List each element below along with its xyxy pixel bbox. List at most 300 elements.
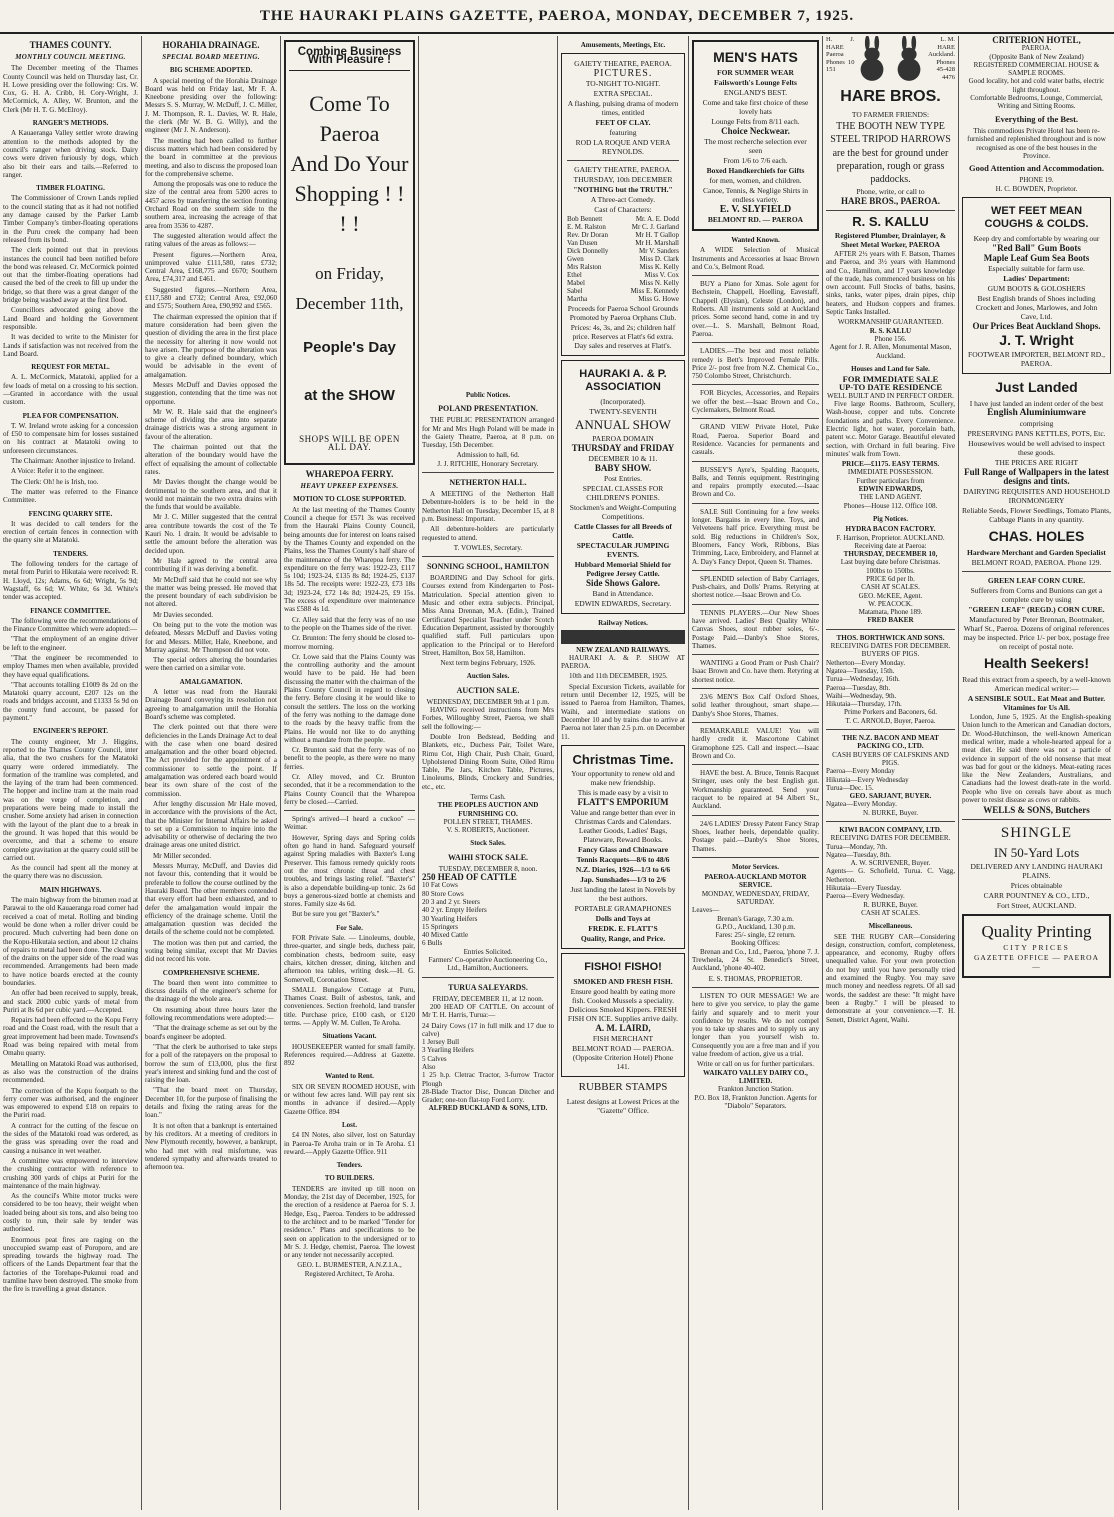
article-subhead: COMPREHENSIVE SCHEME.: [162, 968, 260, 977]
cast-actor: Miss G. Howe: [638, 295, 679, 304]
ad-line: (Opposite Bank of New Zealand): [989, 52, 1084, 61]
ad-line: Fancy Glass and Chinaware: [577, 844, 669, 854]
ad-line: PAEROA.: [1021, 44, 1052, 53]
ad-line: GAIETY THEATRE, PAEROA.: [574, 165, 672, 175]
ad-title: J. T. Wright: [999, 332, 1074, 349]
column-horahia-drainage: [145, 36, 277, 1510]
article-paragraph: An offer had been received to supply, break, and stack 2000 cubic yards of metal from Puriri at 8s 6d per cubic yard.—Accepted.: [3, 989, 138, 1014]
article-paragraph: Councillors advocated going above the Land Board and holding the Government responsible.: [3, 306, 138, 331]
divider: [692, 654, 819, 655]
cast-actor: Miss E. Kennedy: [630, 287, 679, 296]
ad-line: Keep dry and comfortable by wearing our: [973, 234, 1100, 244]
classified: REMARKABLE VALUE! You will hardly credit it. Mascortone Cabinet Gramophone £25. Call and inspect.—Isaac Brown and Co.: [692, 726, 819, 760]
fish-advert: [561, 953, 685, 1077]
list-item: 5 Calves: [422, 1054, 447, 1063]
masthead: [0, 0, 1114, 34]
notice-title: WAIHI STOCK SALE.: [447, 852, 529, 862]
ad-line: Canoe, Tennis, & Neglige Shirts in endless variety.: [703, 186, 808, 204]
ad-line: PORTABLE GRAMAPHONES: [574, 903, 672, 913]
article-paragraph: The county engineer, Mr J. Higgins, reported to the Thames County Council, inter alia, that the two crushers for the Matatoki quarry were ordered immediately. The formation of the tramline was completed, and the laying of the tram had been commenced. The hopper and incline tram at the main road was on the verge of completion, and preparations were being made to install the crusher. Some anxiety had arisen in connection with the layout of the plant due to a break in the ground. It was hoped that this would be overcome, and that a scheme to ensure complete gravitation at the quarry could still be carried out.: [3, 737, 138, 862]
tender-sub: TO BUILDERS.: [324, 1174, 375, 1183]
cast-role: Mabel: [567, 279, 585, 288]
divider: [692, 722, 819, 723]
article-paragraph: The Commissioner of Crown Lands replied to the council stating that as it had not notified any damage caused by the Parker Lamb Timber Company's timber-floating operations in the Puru creek the company had been released from its bond.: [3, 194, 138, 244]
cast-row: [567, 263, 679, 271]
ad-line: Dolls and Toys at: [595, 913, 651, 923]
list-item: 28-Blade Tractor Disc, Duncan Ditcher and Grader; one-ton flat-top Ford Lorry.: [422, 1087, 554, 1105]
divider: [284, 810, 415, 811]
list-item: 6 Bulls: [422, 939, 443, 948]
notice-text: 200 HEAD OF CATTLE. On account of Mr T. H. Harris, Turua:—: [422, 1002, 554, 1020]
column-criterion-hotel: [962, 36, 1111, 1510]
christmas-advert: [561, 745, 685, 949]
list-item: Turua—Wednesday, 16th.: [826, 675, 900, 684]
cast-row: [567, 295, 679, 303]
ad-line: Read this extract from a speech, by a well-known American medical writer:—: [962, 675, 1111, 694]
ad-line: P.O. Box 18, Frankton Junction. Agents for "Diabolo" Separators.: [694, 1093, 817, 1110]
boots-advert: [962, 197, 1111, 374]
article-paragraph: On being put to the vote the motion was defeated, Messrs McDuff and Davies voting for and Messrs. Miller, Hale, Kneebone, and Murray against. Mr Thompson did not vote.: [145, 621, 277, 654]
ad-line: Fort Street, AUCKLAND.: [996, 901, 1077, 911]
ad-line: Boxed Handkerchiefs for Gifts: [706, 166, 805, 175]
column-thames-county: [3, 36, 138, 1510]
article-paragraph: As the council's White motor trucks were considered to be too heavy, their weight when loaded being about six tons, and also being too costly to run, their sale by tender was authorised.: [3, 1192, 138, 1234]
article-paragraph: The clerk pointed out that there were deficiencies in the Lands Drainage Act to deal with the case when one board desired amalgamation and the other board objected. The Act provided for the appointment of a commissioner to settle the point. If amalgamation was ordered each board would bear its own share of the cost of the commission.: [145, 723, 277, 798]
ad-line: BABY SHOW.: [594, 463, 652, 474]
article-paragraph: Cr. Alley said that the ferry was of no use to the people on the Thames side of the river.: [284, 615, 415, 632]
ad-line: ENGLAND'S BEST.: [723, 88, 788, 97]
peoples-day: People's Day: [303, 338, 396, 356]
list-item: 30 Yearling Heifers: [422, 914, 478, 923]
list-item: Paeroa—Every Wednesday.: [826, 892, 905, 901]
cast-row: [567, 231, 679, 239]
list-item: 40 2 yr. Empty Heifers: [422, 906, 487, 915]
cast-role: Van Dusen: [567, 239, 598, 248]
classified: TENNIS PLAYERS.—Our New Shoes have arrived. Ladies' Best Quality White Canvas Shoes, stout rubber soles, 6/-. Postage Paid.—Danby's Shoe Stores, Thames.: [692, 608, 819, 650]
cast-row: [567, 287, 679, 295]
stock-list: [422, 1022, 554, 1105]
article-subtitle: SPECIAL BOARD MEETING.: [162, 53, 260, 61]
list-item: 15 Springers: [422, 922, 459, 931]
column-rule: [141, 36, 142, 1510]
section-head: Railway Notices.: [598, 619, 648, 628]
ad-line: T. C. ARNOLD, Buyer, Paeroa.: [845, 716, 936, 725]
ad-line: FREDK. E. FLATT'S: [588, 923, 658, 933]
section-head: Stock Sales.: [470, 839, 506, 848]
article-body: [3, 64, 138, 1293]
article-paragraph: Among the proposals was one to reduce the size of the central area from 5200 acres to 4457 acres by transferring the section fronting Orchard Road on the southern side to the southern area, increasing the acreage of that area from 3536 to 4287.: [145, 180, 277, 230]
notice-title: TURUA SALEYARDS.: [448, 982, 528, 992]
ad-line: TWENTY-SEVENTH: [589, 407, 657, 417]
ad-line: KIWI BACON COMPANY, LTD.: [839, 826, 942, 834]
section-head: Amusements, Meetings, Etc.: [580, 41, 666, 49]
ad-line: A flashing, pulsing drama of modern times, entitled: [567, 99, 679, 118]
classified: SMALL Bungalow Cottage at Puru, Thames Coast. Built of asbestos, tank, and conveniences. Section freehold, land transfer title. Purchase price, £100 cash, or £120 terms. — Apply W. M. Cullen, Te Aroha.: [284, 985, 415, 1027]
divider: [692, 503, 819, 504]
ad-line: THURSDAY, DECEMBER 10,: [843, 550, 938, 559]
cast-row: [567, 223, 679, 231]
list-item: 80 Store Cows: [422, 889, 464, 898]
cast-row: [567, 239, 679, 247]
ad-line: HYDRA BACON FACTORY.: [845, 525, 936, 534]
ad-line: FOR SUMMER WEAR: [717, 68, 794, 77]
article-paragraph: Mr Miller seconded.: [153, 851, 212, 860]
shops-open: SHOPS WILL BE OPEN ALL DAY.: [299, 433, 400, 452]
ad-line: W. PEACOCK.: [868, 599, 913, 608]
ad-title: HARE BROS.: [840, 88, 941, 105]
divider: [692, 384, 819, 385]
ad-line: BELMONT ROAD, PAEROA. Phone 129.: [971, 558, 1102, 568]
ad-line: Phones—House 112. Office 108.: [843, 501, 938, 510]
ad-line: Comfortable Bedrooms, Lounge, Commercial, Writing and Sitting Rooms.: [970, 94, 1103, 111]
notice-text: THE PUBLIC PRESENTATION arranged for Mr and Mrs Hugh Poland will be made in the Gaiety Theatre, Paeroa, at 8 p.m. on Tuesday, 15th December.: [422, 416, 554, 450]
hare-address: L. M. HARE Auckland. Phones 45-428 4476: [928, 36, 955, 81]
ad-text: London, June 5, 1925. At the English-speaking Union lunch to the American and Canadian doctors, Dr. Wood-Hutchinson, the well-known American medical writer, made a whole-hearted appeal for a meat diet. He said there was not a particle of evidence in support of the old nonsense that meat was bad for gout or the kidneys. Meat-eating races like the New Zealanders, Australians, and Canadians had the lowest death-rate in the world. People who live on cereals have about as much power to resist disease as cows or rabbits.: [962, 713, 1111, 805]
ad-line: comprising: [1019, 419, 1054, 429]
date-list: [826, 843, 955, 860]
article-paragraph: The correction of the Kopu footpath to the ferry corner was authorised, and the engineer was empowered to expend £18 on repairs to the Puriri road.: [3, 1086, 138, 1120]
ad-line: Further particulars from: [856, 476, 925, 485]
classified: FOR Bicycles, Accessories, and Repairs we offer the best.—Isaac Brown and Co., Cyclemakers, Belmont Road.: [692, 389, 819, 415]
column-rule: [958, 36, 959, 1510]
article-paragraph: The following tenders for the cartage of metal from Puriri to Hikutaia were received: R. H. Lloyd, 12s; Adams, 6s 6d; Wright, 5s 9d; Wagstaff, 6s 6d; W. White, 6s 3d. White's tender was accepted.: [3, 560, 138, 602]
date-list: [826, 884, 955, 901]
classified: 24/6 LADIES' Dressy Patent Fancy Strap Shoes, leather heels, dependable quality. Postage paid.—Danby's Shoe Stores, Thames.: [692, 819, 819, 853]
article-paragraph: Mr Davies thought the change would be detrimental to the southern area, and that it would not maintain the two extra drains with the funds that would be available.: [145, 478, 277, 512]
classified: HAVE the best. A. Bruce, Tennis Racquet Stringer, uses only the best English gut. Workmanship guaranteed. Send your racquet to be repaired at 94 Albert St., Auckland.: [692, 769, 819, 811]
ad-line: Agents— G. Schofield, Turua. C. Vagg, Netherton.: [826, 867, 955, 884]
column-rule: [688, 36, 689, 1510]
list-item: 1 25 h.p. Cletrac Tractor, 3-furrow Tractor Plough: [422, 1071, 554, 1088]
section-head: Houses and Land for Sale.: [851, 364, 930, 373]
come-line: And Do Your: [290, 150, 409, 176]
column-rule: [557, 36, 558, 1510]
ad-line: are the best for ground under preparation, rough or grass paddocks.: [832, 148, 949, 185]
article-body: [284, 506, 415, 806]
article-paragraph: The special orders altering the boundaries were then carried on a similar vote.: [145, 656, 277, 673]
list-item: 24 Dairy Cows (17 in full milk and 17 due to calve): [422, 1021, 554, 1038]
ad-line: Prime Porkers and Baconers, 6d.: [844, 708, 937, 717]
divider: [826, 210, 955, 211]
ad-line: "NOTHING but the TRUTH.": [573, 185, 673, 195]
article-paragraph: Metalling on Matatoki Road was authorised, as also was the construction of the drains recommended.: [3, 1059, 138, 1085]
ad-line: Band in Attendance.: [592, 589, 654, 599]
cast-row: [567, 271, 679, 279]
ad-line: CARR POUNTNEY & CO., LTD.,: [983, 891, 1090, 901]
spring-text: However, Spring days and Spring colds often go hand in hand. Safeguard yourself against Spring maladies with Baxter's Lung Preserver. This famous remedy quickly roots out the most chronic throat and chest troubles, and brings lasting relief. "Baxter's" is also a dependable building-up tonic. 2s 6d buys a generous-sized bottle at chemists and stores. Family size 4s 6d.: [284, 833, 415, 909]
divider: [567, 160, 679, 161]
ad-line: Good Attention and Accommodation.: [968, 163, 1105, 174]
article-paragraph: At the last meeting of the Thames County Council a cheque for £571 3s was received from the Hauraki Plains County Council, being amounts due for interest on loans raised by the Thames County and expended on the Plains, less the Thames County's half share of the maintenance of the Wharepoa ferry. The expenditure on the ferry was: 1922-23, £117 5s 10d; 1923-24, £135 8s 8d; 1924-25, £137 18s 5d. The receipts were: 1922-23, £73 18s 3d; 1923-24, £72 14s 8d; 1924-25, £9 15s. The excess of expenditure over maintenance was £588 4s 1d.: [284, 505, 415, 614]
combine-heading: Combine Business With Pleasure !: [289, 48, 410, 71]
article-paragraph: "That the drainage scheme as set out by the board's engineer be adopted.: [145, 1024, 277, 1041]
ad-line: "GREEN LEAF" (REGD.) CORN CURE.: [968, 605, 1105, 615]
classified: GRAND VIEW Private Hotel, Puke Road, Paeroa. Superior Board and Residence. Vacancies for permanents and casuals.: [692, 423, 819, 457]
section-head: Wanted to Rent.: [325, 1072, 374, 1081]
ad-line: Everything of the Best.: [994, 113, 1079, 124]
cast-actor: Mr H. T Gallop: [635, 231, 679, 240]
ad-line: Manufactured by Peter Brennan, Bootmaker, Wharf St., Paeroa. Dozens of original references may be inspected. Price 1/- per box, postage free on receipt of postal note.: [963, 615, 1110, 652]
section-head: Tenders.: [336, 1161, 363, 1170]
divider: [422, 556, 554, 557]
divider: [692, 815, 819, 816]
notice-line: Admission to hall, 6d.: [456, 451, 520, 460]
cast-actor: Miss D. Clark: [639, 255, 679, 264]
notice-text: All debenture-holders are particularly requested to attend.: [422, 525, 554, 542]
ad-title: RUBBER STAMPS: [578, 1080, 668, 1093]
notice-title: AUCTION SALE.: [456, 685, 520, 695]
article-paragraph: Messrs McDuff and Davies opposed the suggestion, contending that the time was not opportune.: [145, 380, 277, 406]
divider: [692, 764, 819, 765]
stock-list: [422, 881, 554, 947]
divider: [692, 461, 819, 462]
article-paragraph: The Chairman: Another injustice to Ireland.: [11, 457, 136, 466]
article-paragraph: Cr. Alley moved, and Cr. Brunton seconded, that it be a recommendation to the Plains County Council that the Wharepoa ferry be closed.—Carried.: [284, 772, 415, 806]
column-shopping: [284, 36, 415, 1510]
article-paragraph: A special meeting of the Horahia Drainage Board was held on Friday last, Mr F. A. Kneebone presiding over the following: Messrs S. S. Murray, W. McDuff, J. C. Miller, J. M. Thompson, R. L. Davies, W. R. Hale, the clerk (Mr W. B. G. Willy), and the engineer (Mr J. N. Anderson).: [145, 76, 277, 135]
divider: [692, 987, 819, 988]
cast-actor: Miss K. Kelly: [639, 263, 679, 272]
section-head: Motor Services.: [732, 862, 779, 871]
at-the-show: at the SHOW: [304, 386, 395, 404]
notice-text: HAVING received instructions from Mrs Forbes, Willoughby Street, Paeroa, we shall sell the following:—: [422, 706, 554, 731]
ad-line: Hardware Merchant and Garden Specialist: [967, 548, 1106, 558]
article-paragraph: Mr McDuff said that he could not see why the matter was being pressed. He moved that the present boundary of each subdivision be not altered.: [145, 575, 277, 609]
tender-text: TENDERS are invited up till noon on Monday, the 21st day of December, 1925, for the erection of a residence at Paeroa for S. J. Hedge, Esq., Paeroa. Tenders to be addressed to the architect and to be marked "Tender for residence." Plans and specifications to be seen on application to the undersigned or to Mr S. J. Hedge, chemist, Paeroa. The lowest or any tender not necessarily accepted.: [284, 1184, 415, 1260]
notice-sig: Farmers' Co-operative Auctioneering Co., Ltd., Hamilton, Auctioneers.: [428, 956, 548, 973]
ad-text: LISTEN TO OUR MESSAGE! We are here to give you service, to play the game fairly and squarely and to merit your confidence by results. We do not compel you to take up shares and to supply us any longer than you yourself wish to. Consequently you are a free man and if you value freedom of action, give us a trial.: [692, 991, 819, 1059]
ad-line: BELMONT ROAD — PAEROA. (Opposite Criterion Hotel) Phone 141.: [572, 1043, 674, 1071]
section-head: Miscellaneous.: [868, 922, 913, 931]
notice-line: WEDNESDAY, DECEMBER 9th at 1 p.m.: [426, 697, 550, 706]
article-paragraph: As the council had spent all the money at the quarry there was no discussion.: [3, 864, 138, 881]
section-head: Situations Vacant.: [322, 1032, 377, 1041]
article-subhead: TENDERS.: [53, 549, 88, 558]
ad-line: H. C. BOWDEN, Proprietor.: [995, 184, 1078, 193]
article-paragraph: The board then went into committee to discuss details of the engineer's scheme for the drainage of the whole area.: [145, 978, 277, 1004]
hare-header: [826, 36, 955, 84]
divider: [826, 729, 955, 730]
ad-line: GEO. McKEE, Agent.: [858, 591, 923, 600]
article-subhead: FENCING QUARRY SITE.: [28, 509, 113, 518]
ad-line: for men, women, and children.: [709, 176, 802, 185]
article-paragraph: Mr W. R. Hale said that the engineer's scheme of dividing the area into separate drainage districts was a strong argument in favour of the alteration.: [145, 407, 277, 441]
divider: [692, 688, 819, 689]
ad-line: Housewives would be well advised to inspect these goods.: [968, 439, 1105, 458]
ad-line: CASH AT SCALES.: [861, 908, 920, 917]
spring-end: But be sure you get "Baxter's.": [292, 910, 380, 919]
list-item: Hikutaia—Every Tuesday.: [826, 884, 902, 893]
ad-line: DECEMBER 10 & 11.: [588, 454, 658, 464]
article-paragraph: "That the board meet on Thursday, December 10, for the purpose of finalising the details and fixing the rating areas for the loan.": [145, 1086, 277, 1120]
ad-title: Just Landed: [995, 379, 1078, 396]
divider: [422, 977, 554, 978]
cast-row: [567, 215, 679, 223]
ad-line: MONDAY, WEDNESDAY, FRIDAY, SATURDAY.: [701, 889, 810, 906]
article-subhead: ENGINEER'S REPORT.: [32, 727, 109, 736]
list-item: 10 Fat Cows: [422, 881, 458, 890]
notice-line: POLLEN STREET, THAMES.: [443, 817, 533, 826]
ad-line: PRICE—£1175. EASY TERMS.: [841, 460, 940, 469]
article-paragraph: The chairman expressed the opinion that if mature consideration had been given the question of dividing the area in the first place the necessity for altering it now would not have arisen. The purpose of the alteration was to give a clearly defined boundary, which would be advisable in the event of amalgamation.: [145, 312, 277, 379]
cast-row: [567, 279, 679, 287]
divider: [826, 821, 955, 822]
masthead-title: THE HAURAKI PLAINS GAZETTE, PAEROA, MONDAY, DECEMBER 7, 1925.: [259, 7, 855, 24]
ad-line: R. BURKE, Buyer.: [863, 900, 918, 909]
date-list: [826, 767, 955, 792]
article-paragraph: A contract for the cutting of the fescue on the sides of the Matatoki road was ordered, as the grass was spreading over the road and causing a nuisance in wet weather.: [3, 1121, 138, 1155]
article-paragraph: Cr. Brunton: The ferry should be closed to-morrow morning.: [284, 634, 415, 651]
article-paragraph: Suggested figures.—Northern Area, £117,580 and £732; Central Area, £92,060 and £575; Southern Area, £90,992 and £565.: [145, 285, 277, 311]
ad-line: Failsworth's Lounge Felts: [714, 78, 797, 87]
ad-line: FEET OF CLAY.: [595, 118, 651, 128]
ad-line: DELIVERED ANY LANDING HAURAKI PLAINS.: [970, 862, 1103, 881]
divider: [962, 571, 1111, 572]
ad-line: A. W. SCRIVENER, Buyer.: [850, 859, 931, 868]
show-date: on Friday, December 11th,: [295, 263, 404, 313]
cast-actor: Mr H. Marshall: [635, 239, 679, 248]
ad-line: A Three-act Comedy.: [590, 195, 656, 205]
section-head: Pig Notices.: [873, 514, 908, 523]
article-paragraph: T. W. Ireland wrote asking for a concession of £50 to compensate him for losses sustained on his contract at Matatoki owing to unforeseen circumstances.: [3, 421, 138, 455]
ad-line: Cattle Classes for all Breeds of Cattle.: [574, 522, 672, 541]
list-item: Waihi—Wednesday, 9th.: [826, 691, 897, 700]
ad-line: featuring: [609, 128, 637, 138]
cast-actor: Miss N. Kelly: [639, 279, 679, 288]
cast-row: [567, 247, 679, 255]
ad-line: Our Prices Beat Auckland Shops.: [972, 321, 1101, 332]
ad-line: THE BOOTH NEW TYPE STEEL TRIPOD HARROWS: [830, 121, 951, 145]
article-paragraph: It was decided to write to the Minister for Lands if satisfaction was not received from the Land Board.: [3, 333, 138, 358]
cast-actor: Mr V. Sanders: [639, 247, 679, 256]
ad-line: 100lbs to 150lbs.: [866, 566, 915, 575]
cast-actor: Mr C. J. Garland: [631, 223, 679, 232]
notice-line: TUESDAY, DECEMBER 8, noon.: [438, 864, 538, 873]
cast-role: Ethel: [567, 271, 582, 280]
article-paragraph: Repairs had been effected to the Kopu Ferry road and the Coast road, with the result that a great improvement had been made. Townsend's Road was being repaired with metal from Omahu quarry.: [3, 1016, 138, 1058]
article-paragraph: It was decided to call tenders for the erection of certain fences in connection with the quarry site at Matatoki.: [3, 519, 138, 545]
notice-sig: J. J. RITCHIE, Honorary Secretary.: [437, 459, 539, 468]
ad-line: Frankton Junction Station.: [717, 1085, 794, 1094]
notice-text: HAURAKI A. & P. SHOW AT PAEROA.: [561, 653, 685, 671]
ad-line: Tennis Racquets—8/6 to 48/6: [576, 854, 670, 864]
ad-line: Latest designs at Lowest Prices at the "Gazette" Office.: [566, 1096, 680, 1115]
ad-line: FOR IMMEDIATE SALE: [842, 374, 939, 385]
article-subtitle: HEAVY UPKEEP EXPENSES.: [300, 482, 399, 491]
ad-line: Come and take first choice of these lovely hats: [702, 98, 809, 116]
show-association-advert: [561, 360, 685, 614]
article-paragraph: On resuming about three hours later the following recommendations were adopted:—: [145, 1005, 277, 1023]
ad-line: Brenan's Garage, 7.30 a.m.: [717, 914, 794, 923]
ad-line: This is made easy by a visit to: [577, 787, 669, 797]
train-illustration: [561, 630, 685, 644]
ad-line: Lounge Felts from 8/11 each.: [711, 117, 800, 126]
notice-line: FRIDAY, DECEMBER 11, at 12 noon.: [432, 994, 544, 1003]
ad-line: Last buying date before Christmas.: [840, 558, 941, 567]
ad-line: PRICE 6d per lb.: [866, 574, 915, 583]
article-paragraph: After lengthy discussion Mr Hale moved, in accordance with the provisions of the Act, that the Minister for Internal Affairs be asked to set up a Commission to inquire into the advisability or otherwise of declaring the two drainage areas one united district.: [145, 799, 277, 850]
ad-line: PRESERVING PANS KETTLES, POTS, Etc.: [967, 429, 1106, 439]
ad-line: Receiving date at Paeroa:: [854, 541, 927, 550]
ad-line: BUYERS OF PIGS.: [861, 650, 920, 659]
notice-text: 10th and 11th DECEMBER, 1925.: [569, 672, 668, 681]
article-paragraph: The matter was referred to the Finance Committee.: [3, 487, 138, 505]
list-item: Turua—Monday, 7th.: [826, 842, 888, 851]
list-item: 1 Jersey Bull: [422, 1038, 460, 1047]
article-subhead: FINANCE COMMITTEE.: [30, 606, 111, 615]
ad-line: THE PRICES ARE RIGHT: [994, 458, 1079, 468]
article-paragraph: Mr J. C. Miller suggested that the central area contribute towards the cost of the Te Kauri No. 1 drain. It would be advisable to settle the amount before the alteration was decided upon.: [145, 513, 277, 555]
article-subhead: MAIN HIGHWAYS.: [39, 885, 102, 894]
article-title: THAMES COUNTY.: [29, 40, 112, 50]
ad-title: CHAS. HOLES: [988, 528, 1085, 545]
ad-line: PICTURES.: [593, 68, 653, 80]
ad-line: GAZETTE OFFICE — PAEROA —: [973, 953, 1100, 972]
article-paragraph: "That the engineer be recommended to employ Thames men when available, provided they have equal qualifications.: [3, 654, 138, 679]
notice-title: NETHERTON HALL.: [449, 478, 527, 488]
article-title: HORAHIA DRAINAGE.: [162, 40, 260, 50]
ad-line: Quality Printing: [981, 922, 1092, 942]
ad-text: Brenan and Co., Ltd., Paeroa, 'phone 7. J. Trewheela, 24 St. Benedict's Street, Auckland, 'phone 40-402.: [692, 947, 819, 973]
ad-title: R. S. KALLU: [852, 214, 929, 229]
article-body: [145, 77, 277, 1172]
ad-line: Quality, Range, and Price.: [580, 933, 666, 943]
notice-text: Special Excursion Tickets, available for return until December 12, 1925, will be issued to Paeroa from Hamilton, Thames, Waihi, and intermediate stations on December 10 and by trains due to arrive at Paeroa not later than 2.5 p.m. on December 11.: [561, 682, 685, 741]
ad-title: HAURAKI A. & P. ASSOCIATION: [579, 368, 667, 394]
ad-line: ANNUAL SHOW: [575, 417, 671, 433]
notice-line: THE PEOPLES AUCTION AND FURNISHING CO.: [437, 801, 539, 818]
ad-line: Matamata, Phone 189.: [858, 608, 923, 617]
ad-line: FOOTWEAR IMPORTER, BELMONT RD., PAEROA.: [968, 350, 1105, 369]
cast-role: Martha: [567, 295, 588, 304]
ad-line: Maple Leaf Gum Sea Boots: [983, 253, 1090, 264]
ad-line: Sufferers from Corns and Bunions can get a complete cure by using: [970, 586, 1103, 605]
article-subhead: REQUEST FOR METAL.: [31, 363, 110, 372]
ad-line: GREEN LEAF CORN CURE.: [987, 576, 1086, 586]
article-paragraph: Cr. Brunton said that the ferry was of no benefit to the people, as there were no many ferries.: [284, 746, 415, 771]
ad-line: Jap. Sunshades—1/3 to 2/6: [580, 874, 666, 884]
article-paragraph: A Voice: Refer it to the engineer.: [11, 467, 104, 476]
list-item: Paeroa—Tuesday, 8th.: [826, 683, 891, 692]
article-title: WHAREPOA FERRY.: [305, 469, 394, 480]
ad-line: The most recherche selection ever seen: [704, 137, 807, 155]
rabbit-icon: [891, 36, 927, 84]
ad-line: FLATT'S EMPORIUM: [577, 796, 669, 807]
classified: SALE Still Continuing for a few weeks longer. Bargains in every line. Toys, and Velveteens half price. Everything must be sold. Big reductions in Children's Sox, Bloomers, Fancy Work, Ribbons, Bias Trimming, Lace, Embroidery, and Flannel at A. Day's Fancy Depot, Queen St. Thames.: [692, 507, 819, 566]
ad-line: DAIRYING REQUISITES AND HOUSEHOLD IRONMONGERY: [963, 487, 1110, 506]
divider: [692, 275, 819, 276]
divider: [692, 418, 819, 419]
ad-line: Post Entries.: [604, 474, 642, 484]
ad-line: GAIETY THEATRE, PAEROA.: [574, 59, 672, 69]
ad-line: This commodious Private Hotel has been re-furnished and replenished throughout and is now recognised as one of the best houses in the Province.: [967, 126, 1106, 160]
column-rule: [280, 36, 281, 1510]
ad-line: SPECTACULAR JUMPING EVENTS.: [576, 541, 670, 560]
date-list: [826, 659, 955, 709]
ad-line: EDWIN EDWARDS, Secretary.: [574, 599, 672, 609]
tender-sig: GEO. L. BURMESTER, A.N.Z.I.A., Registered Architect, Te Aroha.: [297, 1261, 402, 1278]
column-amusements: [561, 36, 685, 1510]
ad-line: UP-TO DATE RESIDENCE: [838, 382, 943, 393]
article-paragraph: "That accounts totalling £1009 8s 2d on the Matatoki quarry account, £207 12s on the roads and bridges account, and £1333 5s 9d on the county fund account, be passed for payment.": [3, 680, 138, 723]
list-item: Hikutaia—Every Wednesday: [826, 775, 909, 784]
column-rule: [418, 36, 419, 1510]
ad-line: I have just landed an indent order of the best: [969, 399, 1104, 409]
list-item: 40 Mixed Cattle: [422, 931, 469, 940]
ad-line: Write or call on us for further particulars.: [696, 1060, 815, 1069]
ad-line: GUM BOOTS & GOLOSHERS: [987, 284, 1086, 294]
ad-line: Ngatea—Every Monday.: [826, 800, 897, 809]
